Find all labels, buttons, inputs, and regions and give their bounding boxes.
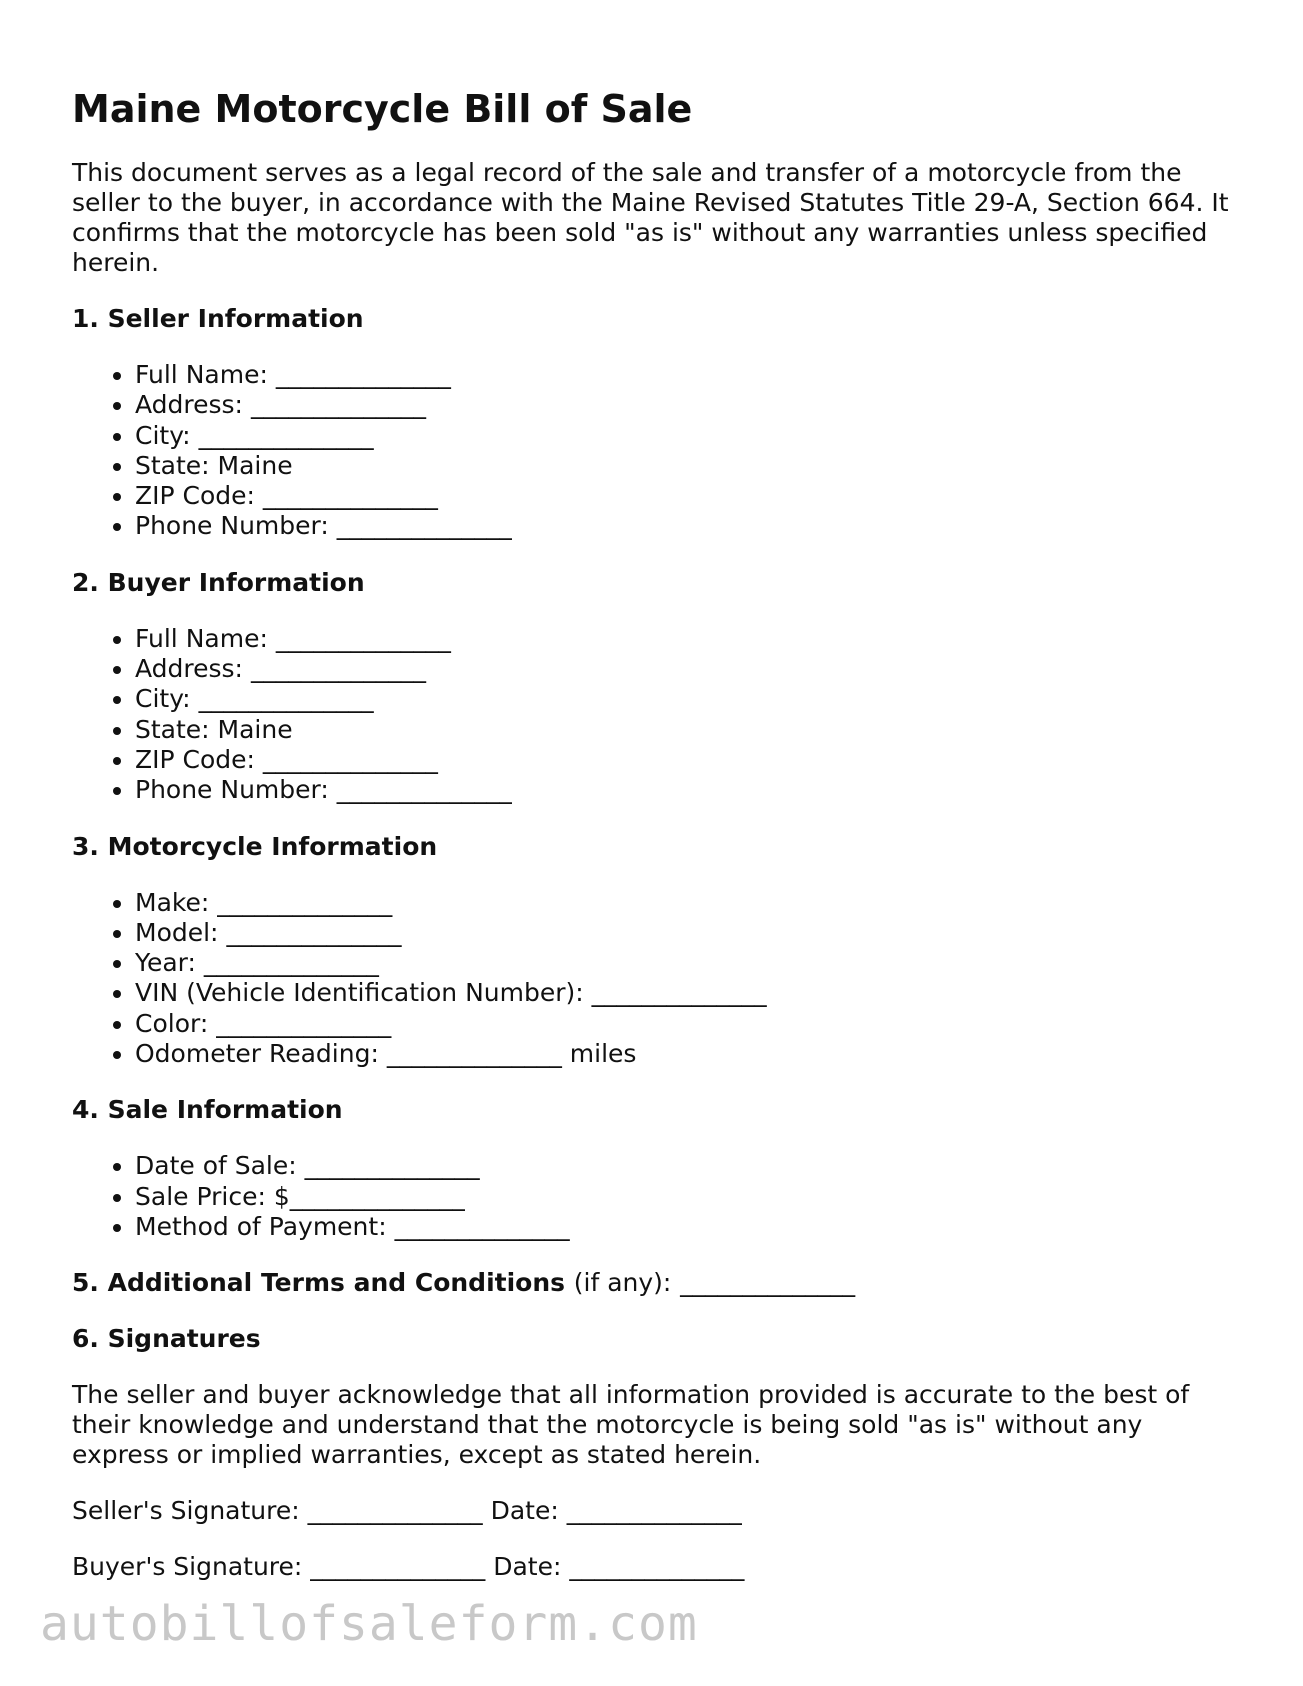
buyer-full-name-blank[interactable]: ______________: [275, 623, 451, 653]
sale-date-item: [135, 1151, 1232, 1181]
buyer-zip-item: [135, 745, 1232, 775]
seller-list: [72, 360, 1232, 542]
seller-full-name-item: [135, 360, 1232, 390]
motorcycle-color-blank[interactable]: ______________: [216, 1008, 392, 1038]
seller-full-name-blank[interactable]: ______________: [275, 360, 451, 389]
buyer-phone-item: [135, 775, 1232, 805]
seller-phone-label: Phone Number:: [135, 511, 329, 541]
seller-signature-line: [72, 1496, 1232, 1526]
motorcycle-year-label: Year:: [135, 948, 196, 978]
buyer-phone-blank[interactable]: ______________: [336, 775, 512, 805]
signatures-notice: The seller and buyer acknowledge that all information provided is accurate to the best of their knowledge and understand that the motorcycle is being sold "as is" without any express or implied warranties, except as stated herein.: [72, 1380, 1190, 1470]
sale-method-blank[interactable]: ______________: [394, 1211, 570, 1241]
sale-method-label: Method of Payment:: [135, 1211, 387, 1241]
seller-city-item: [135, 421, 1232, 451]
buyer-list: [72, 624, 1232, 806]
sale-price-blank[interactable]: ______________: [289, 1181, 465, 1211]
seller-date-blank[interactable]: ______________: [566, 1496, 742, 1526]
motorcycle-model-blank[interactable]: ______________: [226, 917, 402, 947]
motorcycle-vin-item: [135, 978, 1232, 1008]
motorcycle-odometer-label: Odometer Reading:: [135, 1039, 379, 1069]
motorcycle-odometer-item: [135, 1039, 1232, 1069]
buyer-full-name-item: [135, 624, 1232, 654]
buyer-heading: 2. Buyer Information: [72, 567, 365, 597]
motorcycle-list: [72, 888, 1232, 1070]
terms-heading-label: 5. Additional Terms and Conditions: [72, 1268, 566, 1298]
motorcycle-odometer-blank[interactable]: ______________: [386, 1039, 562, 1069]
motorcycle-model-label: Model:: [135, 917, 219, 947]
motorcycle-make-item: [135, 888, 1232, 918]
seller-state-item: [135, 451, 1232, 481]
motorcycle-odometer-unit: miles: [569, 1039, 637, 1069]
motorcycle-color-label: Color:: [135, 1008, 209, 1038]
motorcycle-color-item: [135, 1009, 1232, 1039]
buyer-signature-label: Buyer's Signature:: [72, 1552, 303, 1582]
buyer-address-blank[interactable]: ______________: [250, 654, 426, 684]
seller-zip-label: ZIP Code:: [135, 481, 255, 511]
buyer-state-item: [135, 715, 1232, 745]
seller-zip-blank[interactable]: ______________: [262, 481, 438, 511]
motorcycle-heading: 3. Motorcycle Information: [72, 831, 438, 861]
buyer-state-label: State: Maine: [135, 714, 293, 744]
buyer-signature-blank[interactable]: ______________: [310, 1552, 486, 1582]
motorcycle-model-item: [135, 918, 1232, 948]
buyer-phone-label: Phone Number:: [135, 775, 329, 805]
buyer-zip-label: ZIP Code:: [135, 744, 255, 774]
seller-state-label: State: Maine: [135, 450, 293, 480]
motorcycle-vin-label: VIN (Vehicle Identification Number):: [135, 978, 584, 1008]
motorcycle-make-label: Make:: [135, 887, 210, 917]
signatures-heading: 6. Signatures: [72, 1324, 261, 1354]
sale-price-label: Sale Price: $: [135, 1181, 290, 1211]
watermark: autobillofsaleform.com: [40, 1596, 698, 1652]
document: [72, 86, 1232, 1608]
motorcycle-year-blank[interactable]: ______________: [203, 948, 379, 978]
motorcycle-vin-blank[interactable]: ______________: [591, 978, 767, 1008]
sale-price-item: [135, 1182, 1232, 1212]
terms-blank[interactable]: ______________: [680, 1268, 856, 1298]
buyer-signature-line: [72, 1552, 1232, 1582]
seller-address-label: Address:: [135, 390, 243, 420]
buyer-zip-blank[interactable]: ______________: [262, 744, 438, 774]
sale-date-label: Date of Sale:: [135, 1151, 297, 1181]
seller-signature-blank[interactable]: ______________: [307, 1496, 483, 1526]
seller-date-label: Date:: [490, 1496, 559, 1526]
seller-city-label: City:: [135, 420, 191, 450]
sale-heading: 4. Sale Information: [72, 1095, 343, 1125]
seller-full-name-label: Full Name:: [135, 360, 268, 389]
terms-heading: [72, 1268, 1232, 1298]
buyer-date-label: Date:: [493, 1552, 562, 1582]
sale-list: [72, 1151, 1232, 1242]
intro-paragraph: This document serves as a legal record of the sale and transfer of a motorcycle from the seller to the buyer, in accordance with the Maine Revised Statutes Title 29-A, Section 664. It confirms that the motorcycle has been sold "as is" without any warranties unless specified herein.: [72, 158, 1229, 277]
buyer-address-label: Address:: [135, 654, 243, 684]
seller-city-blank[interactable]: ______________: [198, 420, 374, 450]
seller-signature-label: Seller's Signature:: [72, 1496, 300, 1526]
seller-heading: 1. Seller Information: [72, 304, 364, 333]
seller-address-item: [135, 390, 1232, 420]
buyer-city-item: [135, 684, 1232, 714]
buyer-full-name-label: Full Name:: [135, 623, 268, 653]
motorcycle-year-item: [135, 948, 1232, 978]
seller-phone-blank[interactable]: ______________: [336, 511, 512, 541]
buyer-city-blank[interactable]: ______________: [198, 684, 374, 714]
terms-heading-suffix: (if any):: [573, 1268, 672, 1298]
sale-method-item: [135, 1212, 1232, 1242]
buyer-city-label: City:: [135, 684, 191, 714]
sale-date-blank[interactable]: ______________: [304, 1151, 480, 1181]
seller-zip-item: [135, 481, 1232, 511]
page-title: Maine Motorcycle Bill of Sale: [72, 87, 693, 131]
buyer-date-blank[interactable]: ______________: [569, 1552, 745, 1582]
motorcycle-make-blank[interactable]: ______________: [217, 887, 393, 917]
buyer-address-item: [135, 654, 1232, 684]
seller-address-blank[interactable]: ______________: [250, 390, 426, 420]
seller-phone-item: [135, 511, 1232, 541]
